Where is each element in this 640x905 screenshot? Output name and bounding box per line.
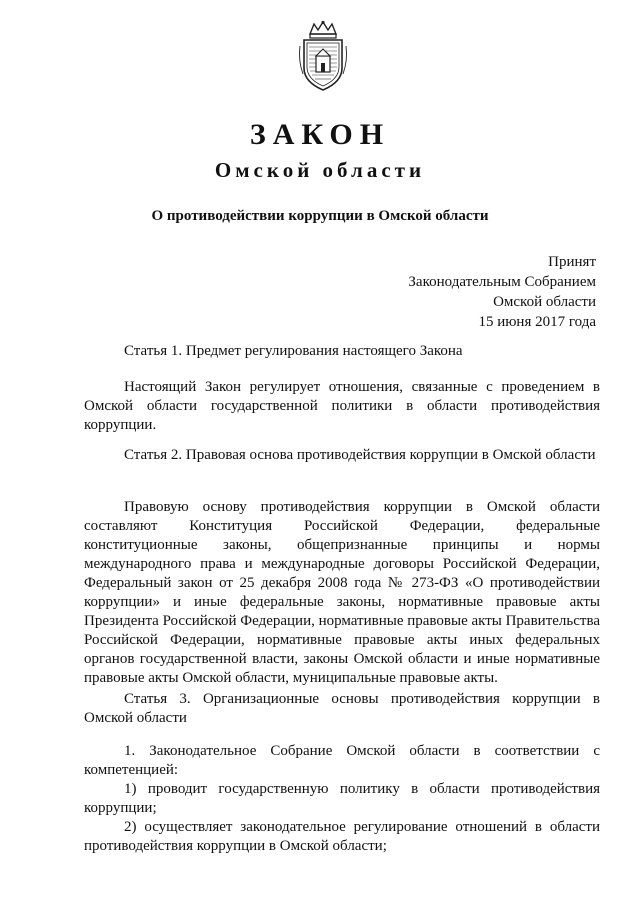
adoption-date: 15 июня 2017 года (478, 314, 596, 330)
article-3-subitem-2: 2) осуществляет законодательное регулирование отношений в области противодействия коррупции в Омской области; (84, 819, 600, 854)
region-subheading: Омской области (214, 158, 426, 182)
article-1-heading: Статья 1. Предмет регулирования настоящего Закона (124, 343, 463, 359)
article-3-subitem-1: 1) проводит государственную политику в области противодействия коррупции; (84, 781, 600, 816)
adoption-line: Омской области (493, 294, 596, 310)
omsk-coat-of-arms-icon (296, 20, 350, 94)
law-title: О противодействии коррупции в Омской области (151, 208, 489, 224)
adoption-line: Законодательным Собранием (408, 274, 596, 290)
article-2-heading: Статья 2. Правовая основа противодействия коррупции в Омской области (124, 447, 596, 463)
adoption-block (408, 252, 596, 332)
article-3-item-1: 1. Законодательное Собрание Омской области в соответствии с компетенцией: (84, 743, 600, 778)
article-1-text: Настоящий Закон регулирует отношения, связанные с проведением в Омской области государственной политики в области противодействия коррупции. (84, 379, 600, 433)
article-2-text: Правовую основу противодействия коррупции в Омской области составляют Конституция Российской Федерации, федеральные конституционные законы, общепризнанные принципы и нормы международного права и международные договоры Российской Федерации, Федеральный закон от 25 декабря 2008 года № 273-ФЗ «О противодействии коррупции» и иные федеральные законы, нормативные правовые акты Президента Российской Федерации, нормативные правовые акты Правительства Российской Федерации, нормативные правовые акты иных федеральных органов государственной власти, законы Омской области и иные нормативные правовые акты Омской области, муниципальные правовые акты. (84, 499, 600, 686)
adoption-line: Принят (548, 254, 596, 270)
law-heading: ЗАКОН (249, 118, 391, 151)
article-3-heading: Статья 3. Организационные основы противодействия коррупции в Омской области (84, 691, 600, 726)
